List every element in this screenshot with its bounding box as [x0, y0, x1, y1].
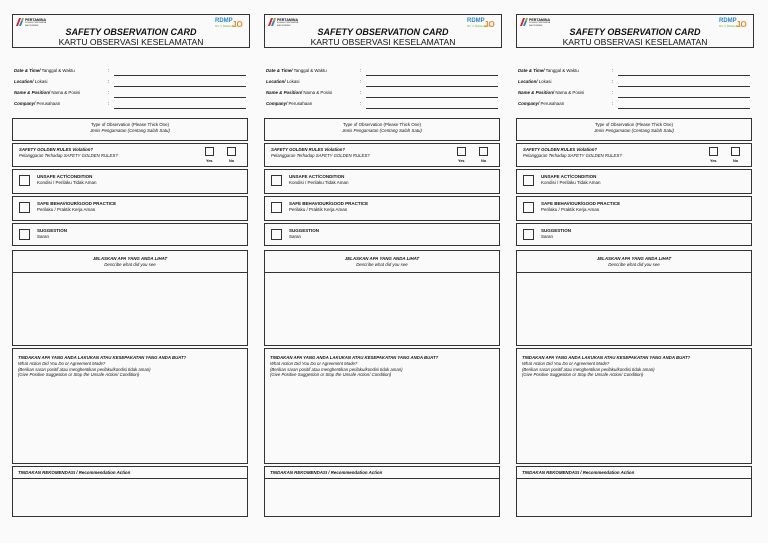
location-label-id: Lokasi — [33, 79, 48, 84]
option-suggestion[interactable] — [516, 223, 752, 246]
date-time-label-id: Tanggal & Waktu — [292, 68, 327, 73]
rdmp-jo: JO — [484, 20, 495, 29]
action-title: TINDAKAN APA YANG ANDA LAKUKAN ATAU KESEPAKATAN YANG ANDA BUAT? — [18, 355, 187, 360]
describe-section — [12, 250, 248, 346]
date-time-label-id: Tanggal & Waktu — [40, 68, 75, 73]
violation-title: SAFETY GOLDEN RULES Violation? — [19, 147, 94, 152]
observation-type-header — [516, 118, 752, 141]
describe-header — [265, 251, 499, 273]
card-title-en: SAFETY OBSERVATION CARD — [569, 27, 701, 37]
unsafe-act-checkbox[interactable] — [523, 175, 534, 186]
recommendation-divider — [13, 478, 247, 479]
violation-title: SAFETY GOLDEN RULES Violation? — [271, 147, 346, 152]
card-title-id: KARTU OBSERVASI KESELAMATAN — [562, 37, 708, 47]
recommendation-divider — [265, 478, 499, 479]
name-position-label-id: Nama & Posisi — [50, 90, 81, 95]
safety-observation-card — [514, 8, 754, 520]
card-header — [264, 14, 502, 48]
action-title: TINDAKAN APA YANG ANDA LAKUKAN ATAU KESEPAKATAN YANG ANDA BUAT? — [270, 355, 439, 360]
card-header — [12, 14, 250, 48]
option-safe-behaviour[interactable] — [264, 196, 500, 221]
company-line[interactable] — [366, 108, 498, 109]
location-label-en: Location/ — [14, 79, 34, 84]
action-suggestion-id: (Berikan saran positif atau menghentikan perilaku/kondisi tidak aman) — [18, 366, 151, 372]
safe-behaviour-checkbox[interactable] — [523, 202, 534, 213]
action-section — [264, 348, 500, 464]
company-field[interactable] — [266, 101, 498, 111]
recommendation-section — [264, 466, 500, 517]
date-time-field[interactable] — [14, 68, 246, 78]
suggestion-subtitle: Saran — [541, 234, 554, 239]
describe-subtitle: Describe what did you see — [356, 262, 408, 267]
date-time-field[interactable] — [518, 68, 750, 78]
field-colon: : — [360, 101, 362, 107]
unsafe-act-subtitle: Kondisi / Perilaku Tidak Aman — [541, 180, 601, 185]
option-unsafe-act[interactable] — [264, 169, 500, 194]
observation-type-header — [12, 118, 248, 141]
recommendation-title: TINDAKAN REKOMENDASI / Recommendation Action — [18, 470, 131, 475]
name-position-line[interactable] — [114, 97, 246, 98]
date-time-label-en: Date & Time/ — [14, 68, 41, 73]
company-label-en: Company/ — [518, 101, 540, 106]
rdmp-subtitle: RU V Balikpapan — [719, 24, 742, 28]
action-suggestion-en: (Give Positive Suggestion or Stop the Unsafe Action/ Condition) — [18, 372, 140, 378]
option-unsafe-act[interactable] — [12, 169, 248, 194]
safety-observation-card — [10, 8, 250, 520]
option-safe-behaviour[interactable] — [12, 196, 248, 221]
name-position-field[interactable] — [518, 90, 750, 100]
date-time-line[interactable] — [366, 75, 498, 76]
yes-checkbox[interactable] — [709, 147, 718, 156]
logo-name: PERTAMINA — [529, 18, 551, 22]
recommendation-section — [516, 466, 752, 517]
safe-behaviour-title: SAFE BEHAVIOUR/GOOD PRACTICE — [289, 201, 369, 206]
describe-title: JELASKAN APA YANG ANDA LIHAT — [344, 256, 420, 261]
date-time-label-en: Date & Time/ — [518, 68, 545, 73]
suggestion-checkbox[interactable] — [271, 229, 282, 240]
describe-header — [517, 251, 751, 273]
safe-behaviour-checkbox[interactable] — [271, 202, 282, 213]
field-colon: : — [360, 90, 362, 96]
unsafe-act-checkbox[interactable] — [271, 175, 282, 186]
date-time-label-en: Date & Time/ — [266, 68, 293, 73]
golden-rules-violation — [12, 143, 248, 167]
field-colon: : — [612, 90, 614, 96]
card-title-id: KARTU OBSERVASI KESELAMATAN — [310, 37, 456, 47]
no-checkbox[interactable] — [731, 147, 740, 156]
action-suggestion-en: (Give Positive Suggestion or Stop the Unsafe Action/ Condition) — [522, 372, 644, 378]
golden-rules-violation — [516, 143, 752, 167]
location-field[interactable] — [518, 79, 750, 89]
yes-label: Yes — [710, 159, 717, 163]
card-title-id: KARTU OBSERVASI KESELAMATAN — [58, 37, 204, 47]
option-suggestion[interactable] — [264, 223, 500, 246]
rdmp-jo: JO — [232, 20, 243, 29]
date-time-field[interactable] — [266, 68, 498, 78]
action-question: What Action Did You Do or Agreement Made? — [18, 360, 106, 366]
yes-label: Yes — [458, 159, 465, 163]
logo-name: PERTAMINA — [277, 18, 299, 22]
golden-rules-violation — [264, 143, 500, 167]
option-unsafe-act[interactable] — [516, 169, 752, 194]
location-line[interactable] — [366, 86, 498, 87]
suggestion-checkbox[interactable] — [19, 229, 30, 240]
action-suggestion-id: (Berikan saran positif atau menghentikan perilaku/kondisi tidak aman) — [522, 366, 655, 372]
no-label: No — [481, 159, 487, 163]
company-field[interactable] — [518, 101, 750, 111]
name-position-label-en: Name & Position/ — [266, 90, 303, 95]
card-title-en: SAFETY OBSERVATION CARD — [65, 27, 197, 37]
rdmp-jo: JO — [736, 20, 747, 29]
location-line[interactable] — [618, 86, 750, 87]
name-position-line[interactable] — [366, 97, 498, 98]
describe-subtitle: Describe what did you see — [104, 262, 156, 267]
unsafe-act-title: UNSAFE ACT/CONDITION — [541, 174, 597, 179]
name-position-field[interactable] — [266, 90, 498, 100]
card-header — [516, 14, 754, 48]
yes-checkbox[interactable] — [457, 147, 466, 156]
suggestion-title: SUGGESTION — [289, 228, 320, 233]
location-line[interactable] — [114, 86, 246, 87]
violation-subtitle: Pelanggaran Terhadap SAFETY GOLDEN RULES? — [523, 152, 622, 158]
field-colon: : — [612, 79, 614, 85]
field-colon: : — [108, 79, 110, 85]
safe-behaviour-checkbox[interactable] — [19, 202, 30, 213]
violation-subtitle: Pelanggaran Terhadap SAFETY GOLDEN RULES? — [271, 152, 370, 158]
company-line[interactable] — [114, 108, 246, 109]
company-field[interactable] — [14, 101, 246, 111]
unsafe-act-title: UNSAFE ACT/CONDITION — [289, 174, 345, 179]
date-time-line[interactable] — [114, 75, 246, 76]
pertamina-logo-icon — [16, 18, 24, 26]
field-colon: : — [108, 90, 110, 96]
observation-type-subtitle: Jenis Pengamatan (Centang Salah Satu) — [90, 127, 170, 133]
logo-name: PERTAMINA — [25, 18, 47, 22]
option-safe-behaviour[interactable] — [516, 196, 752, 221]
safe-behaviour-subtitle: Perilaku / Praktik Kerja Aman — [541, 207, 600, 212]
name-position-label-id: Nama & Posisi — [302, 90, 333, 95]
describe-section — [264, 250, 500, 346]
location-field[interactable] — [266, 79, 498, 89]
observation-type-subtitle: Jenis Pengamatan (Centang Salah Satu) — [342, 127, 422, 133]
field-colon: : — [612, 68, 614, 74]
company-label-en: Company/ — [14, 101, 36, 106]
observation-type-header — [264, 118, 500, 141]
company-label-en: Company/ — [266, 101, 288, 106]
field-colon: : — [360, 79, 362, 85]
no-checkbox[interactable] — [479, 147, 488, 156]
pertamina-logo-icon — [268, 18, 276, 26]
safe-behaviour-title: SAFE BEHAVIOUR/GOOD PRACTICE — [541, 201, 621, 206]
action-suggestion-id: (Berikan saran positif atau menghentikan perilaku/kondisi tidak aman) — [270, 366, 403, 372]
safety-observation-card — [262, 8, 502, 520]
name-position-label-en: Name & Position/ — [518, 90, 555, 95]
logo-subtitle: KILANG PERTAMINA BALIKPAPAN — [25, 22, 47, 27]
action-question: What Action Did You Do or Agreement Made? — [270, 360, 358, 366]
observation-type-title: Type of Observation (Please Thick One) — [594, 122, 673, 127]
suggestion-subtitle: Saran — [289, 234, 302, 239]
name-position-line[interactable] — [618, 97, 750, 98]
action-suggestion-en: (Give Positive Suggestion or Stop the Unsafe Action/ Condition) — [270, 372, 392, 378]
action-section — [516, 348, 752, 464]
name-position-field[interactable] — [14, 90, 246, 100]
logo-subtitle: KILANG PERTAMINA BALIKPAPAN — [529, 22, 551, 27]
yes-label: Yes — [206, 159, 213, 163]
location-label-en: Location/ — [518, 79, 538, 84]
rdmp-subtitle: RU V Balikpapan — [467, 24, 490, 28]
safe-behaviour-subtitle: Perilaku / Praktik Kerja Aman — [37, 207, 96, 212]
company-label-id: Perusahaan — [35, 101, 61, 106]
suggestion-subtitle: Saran — [37, 234, 50, 239]
recommendation-title: TINDAKAN REKOMENDASI / Recommendation Action — [270, 470, 383, 475]
no-label: No — [229, 159, 235, 163]
observation-type-title: Type of Observation (Please Thick One) — [342, 122, 421, 127]
logo-subtitle: KILANG PERTAMINA BALIKPAPAN — [277, 22, 299, 27]
describe-section — [516, 250, 752, 346]
field-colon: : — [108, 68, 110, 74]
name-position-label-id: Nama & Posisi — [554, 90, 585, 95]
rdmp-subtitle: RU V Balikpapan — [215, 24, 238, 28]
unsafe-act-checkbox[interactable] — [19, 175, 30, 186]
recommendation-section — [12, 466, 248, 517]
observation-type-subtitle: Jenis Pengamatan (Centang Salah Satu) — [594, 127, 674, 133]
field-colon: : — [612, 101, 614, 107]
location-field[interactable] — [14, 79, 246, 89]
observation-type-title: Type of Observation (Please Thick One) — [90, 122, 169, 127]
unsafe-act-subtitle: Kondisi / Perilaku Tidak Aman — [37, 180, 97, 185]
location-label-id: Lokasi — [285, 79, 300, 84]
action-question: What Action Did You Do or Agreement Made? — [522, 360, 610, 366]
yes-checkbox[interactable] — [205, 147, 214, 156]
suggestion-checkbox[interactable] — [523, 229, 534, 240]
describe-title: JELASKAN APA YANG ANDA LIHAT — [92, 256, 168, 261]
company-label-id: Perusahaan — [287, 101, 313, 106]
rdmp-title: RDMP — [467, 18, 485, 24]
violation-title: SAFETY GOLDEN RULES Violation? — [523, 147, 598, 152]
safe-behaviour-title: SAFE BEHAVIOUR/GOOD PRACTICE — [37, 201, 117, 206]
no-checkbox[interactable] — [227, 147, 236, 156]
unsafe-act-subtitle: Kondisi / Perilaku Tidak Aman — [289, 180, 349, 185]
describe-subtitle: Describe what did you see — [608, 262, 660, 267]
date-time-label-id: Tanggal & Waktu — [544, 68, 579, 73]
recommendation-title: TINDAKAN REKOMENDASI / Recommendation Action — [522, 470, 635, 475]
card-title-en: SAFETY OBSERVATION CARD — [317, 27, 449, 37]
pertamina-logo-icon — [520, 18, 528, 26]
field-colon: : — [108, 101, 110, 107]
suggestion-title: SUGGESTION — [37, 228, 68, 233]
date-time-line[interactable] — [618, 75, 750, 76]
action-section — [12, 348, 248, 464]
field-colon: : — [360, 68, 362, 74]
option-suggestion[interactable] — [12, 223, 248, 246]
recommendation-divider — [517, 478, 751, 479]
location-label-en: Location/ — [266, 79, 286, 84]
rdmp-title: RDMP — [719, 18, 737, 24]
safe-behaviour-subtitle: Perilaku / Praktik Kerja Aman — [289, 207, 348, 212]
suggestion-title: SUGGESTION — [541, 228, 572, 233]
name-position-label-en: Name & Position/ — [14, 90, 51, 95]
no-label: No — [733, 159, 739, 163]
company-label-id: Perusahaan — [539, 101, 565, 106]
location-label-id: Lokasi — [537, 79, 552, 84]
rdmp-title: RDMP — [215, 18, 233, 24]
violation-subtitle: Pelanggaran Terhadap SAFETY GOLDEN RULES? — [19, 152, 118, 158]
unsafe-act-title: UNSAFE ACT/CONDITION — [37, 174, 93, 179]
action-title: TINDAKAN APA YANG ANDA LAKUKAN ATAU KESEPAKATAN YANG ANDA BUAT? — [522, 355, 691, 360]
company-line[interactable] — [618, 108, 750, 109]
describe-title: JELASKAN APA YANG ANDA LIHAT — [596, 256, 672, 261]
describe-header — [13, 251, 247, 273]
